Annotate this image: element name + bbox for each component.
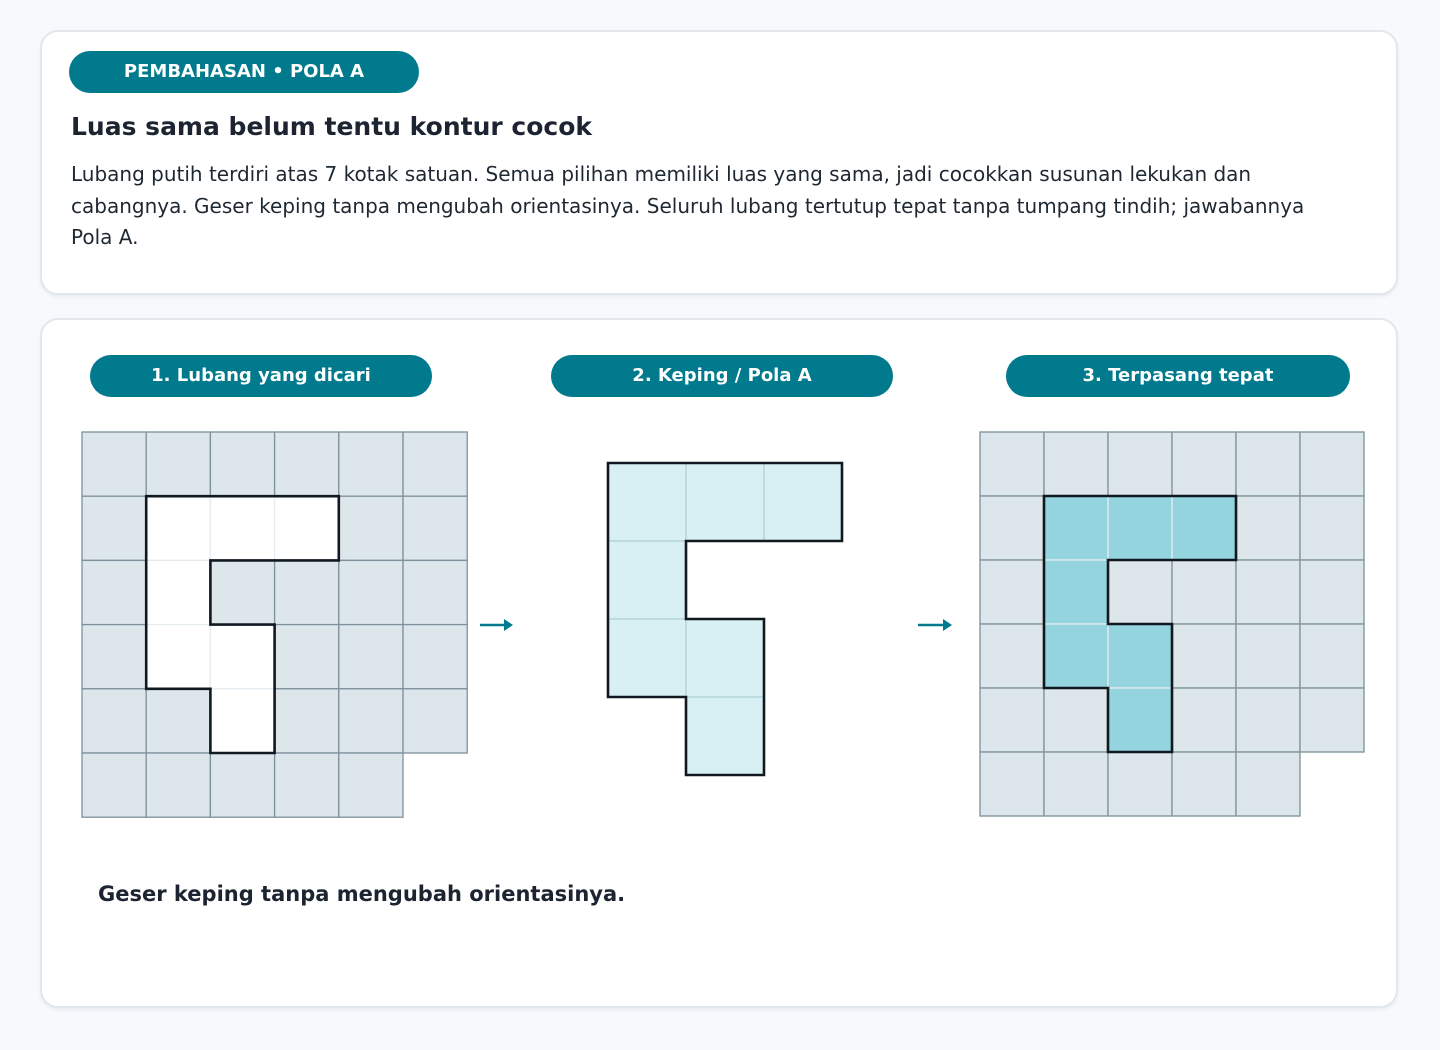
hole-board-board-cell	[146, 432, 210, 496]
hole-board-board-cell	[82, 560, 146, 624]
placed-board-board-cell	[980, 496, 1044, 560]
hole-board-board-cell	[82, 625, 146, 689]
step-1-label: 1. Lubang yang dicari	[90, 355, 432, 397]
placed-board-board-cell	[980, 432, 1044, 496]
placed-board-board-cell	[1300, 624, 1364, 688]
hole-board-board-cell	[82, 496, 146, 560]
hole-board-board-cell	[403, 496, 467, 560]
hole-board-board-cell	[339, 496, 403, 560]
hole-board-board-cell	[275, 625, 339, 689]
hole-board-board-cell	[339, 432, 403, 496]
diagram-caption: Geser keping tanpa mengubah orientasinya.	[98, 882, 626, 906]
hole-board-hole-cell	[210, 625, 274, 689]
placed-board-hole-cell	[1044, 560, 1108, 624]
placed-board-board-cell	[1172, 624, 1236, 688]
placed-board-board-cell	[1044, 688, 1108, 752]
placed-board-board-cell	[1300, 688, 1364, 752]
placed-board-board-cell	[1172, 752, 1236, 816]
hole-board-board-cell	[82, 753, 146, 817]
placed-board-board-cell	[980, 752, 1044, 816]
hole-board-board-cell	[146, 689, 210, 753]
hole-board-board-cell	[146, 753, 210, 817]
hole-board-board-cell	[339, 753, 403, 817]
placed-board-board-cell	[1236, 432, 1300, 496]
placed-board-board-cell	[980, 560, 1044, 624]
hole-board-board-cell	[210, 753, 274, 817]
placed-board-board-cell	[1044, 432, 1108, 496]
hole-board-hole-cell	[275, 496, 339, 560]
hole-board-board-cell	[275, 560, 339, 624]
placed-board-hole-cell	[1108, 624, 1172, 688]
hole-board-board-cell	[403, 432, 467, 496]
hole-board-board-cell	[403, 689, 467, 753]
piece-cell	[686, 619, 764, 697]
hole-board-board-cell	[82, 432, 146, 496]
hole-board-board-cell	[82, 689, 146, 753]
step-3-label: 3. Terpasang tepat	[1006, 355, 1350, 397]
placed-board-board-cell	[1172, 432, 1236, 496]
hole-board-board-cell	[275, 753, 339, 817]
hole-board-hole-cell	[146, 560, 210, 624]
hole-board-hole-cell	[146, 625, 210, 689]
hole-board-board-cell	[403, 625, 467, 689]
placed-board-board-cell	[1236, 624, 1300, 688]
piece-cell	[764, 463, 842, 541]
placed-board-board-cell	[1236, 688, 1300, 752]
piece-cell	[686, 697, 764, 775]
hole-board-board-cell	[339, 560, 403, 624]
hole-board-board-cell	[210, 432, 274, 496]
hole-board-board-cell	[275, 689, 339, 753]
hole-board-board-cell	[403, 560, 467, 624]
placed-board-hole-cell	[1172, 496, 1236, 560]
placed-board-hole-cell	[1044, 496, 1108, 560]
placed-board-board-cell	[1044, 752, 1108, 816]
placed-board-board-cell	[1300, 432, 1364, 496]
placed-board-hole-cell	[1044, 624, 1108, 688]
hole-board-board-cell	[339, 689, 403, 753]
placed-board-hole-cell	[1108, 496, 1172, 560]
explanation-description: Lubang putih terdiri atas 7 kotak satuan. Semua pilihan memiliki luas yang sama, jadi cocokkan susunan lekukan dan cabangnya. Geser keping tanpa mengubah orientasinya. Seluruh lubang tertutup tepat tanpa tumpang tindih; jawabannya Pola A.	[71, 162, 1305, 249]
hole-board-hole-cell	[146, 496, 210, 560]
placed-board-board-cell	[1172, 560, 1236, 624]
placed-board-board-cell	[1108, 432, 1172, 496]
placed-board-board-cell	[1300, 496, 1364, 560]
placed-board-board-cell	[980, 624, 1044, 688]
placed-board-board-cell	[980, 688, 1044, 752]
placed-board-board-cell	[1108, 752, 1172, 816]
piece-cell	[608, 619, 686, 697]
placed-board-board-cell	[1172, 688, 1236, 752]
explanation-title: Luas sama belum tentu kontur cocok	[71, 112, 593, 141]
solution-badge: PEMBAHASAN • POLA A	[69, 51, 419, 93]
arrow-1-head	[504, 619, 513, 631]
placed-board-board-cell	[1236, 752, 1300, 816]
placed-board-board-cell	[1236, 560, 1300, 624]
hole-board-hole-cell	[210, 496, 274, 560]
arrow-2-head	[943, 619, 952, 631]
piece-cell	[686, 463, 764, 541]
placed-board-hole-cell	[1108, 688, 1172, 752]
placed-board-board-cell	[1236, 496, 1300, 560]
step-2-label: 2. Keping / Pola A	[551, 355, 893, 397]
piece-cell	[608, 541, 686, 619]
piece-cell	[608, 463, 686, 541]
hole-board-board-cell	[210, 560, 274, 624]
placed-board-board-cell	[1300, 560, 1364, 624]
hole-board-board-cell	[275, 432, 339, 496]
hole-board-board-cell	[339, 625, 403, 689]
placed-board-board-cell	[1108, 560, 1172, 624]
hole-board-hole-cell	[210, 689, 274, 753]
